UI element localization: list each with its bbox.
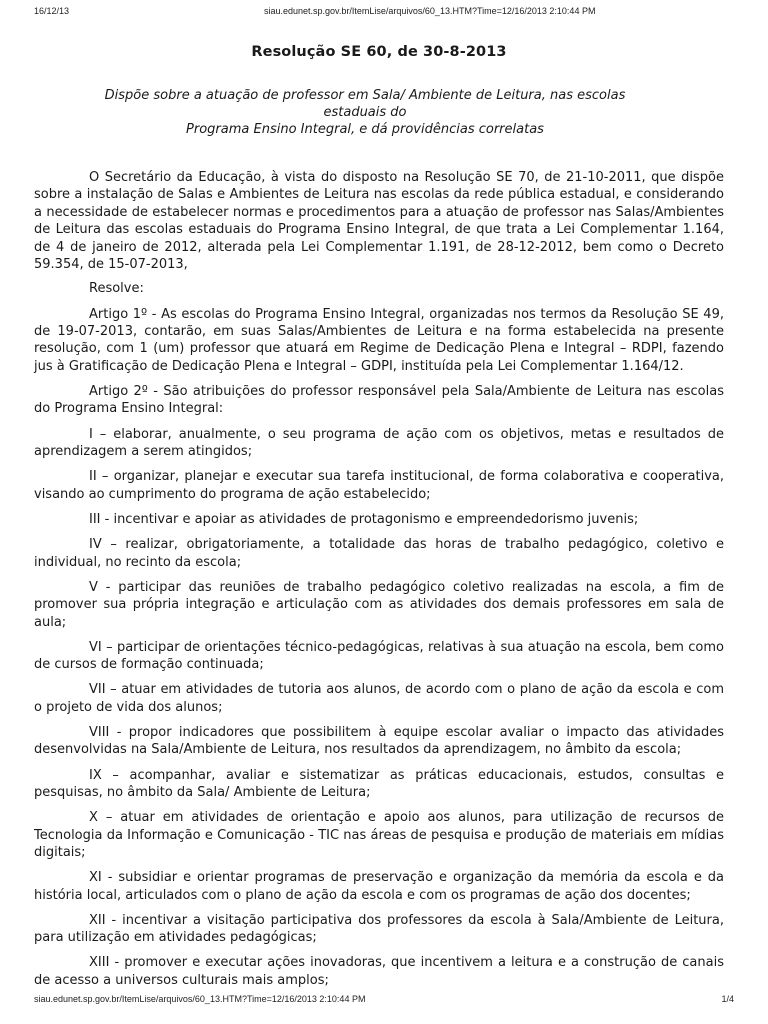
- page-number: 1/4: [721, 994, 734, 1004]
- clause-paragraph: XII - incentivar a visitação participativa dos professores da escola à Sala/Ambiente de Leitura, para utilização em atividades pedagógicas;: [34, 912, 724, 946]
- clause-paragraph: VI – participar de orientações técnico-pedagógicas, relativas à sua atuação na escola, bem como de cursos de formação continuada;: [34, 639, 724, 673]
- clause-paragraph: II – organizar, planejar e executar sua tarefa institucional, de forma colaborativa e cooperativa, visando ao cumprimento do programa de ação estabelecido;: [34, 469, 724, 502]
- print-footer-url: siau.edunet.sp.gov.br/ItemLise/arquivos/60_13.HTM?Time=12/16/2013 2:10:44 PM: [34, 994, 366, 1004]
- document-summary: [84, 87, 646, 138]
- print-header: [34, 6, 734, 20]
- document-body: [34, 169, 724, 989]
- document-title: Resolução SE 60, de 30-8-2013: [251, 44, 507, 60]
- article-1-paragraph: Artigo 1º - As escolas do Programa Ensino Integral, organizadas nos termos da Resolução SE 49, de 19-07-2013, contarão, em suas Salas/Ambientes de Leitura e na forma estabelecida na presente resolução, com 1 (um) professor que atuará em Regime de Dedicação Plena e Integral – RDPI, fazendo jus à Gratificação de Dedicação Plena e Integral – GDPI, instituída pela Lei Complementar 1.164/12.: [34, 306, 724, 374]
- clause-paragraph: VII – atuar em atividades de tutoria aos alunos, de acordo com o plano de ação da escola e com o projeto de vida dos alunos;: [34, 682, 724, 715]
- summary-line: Dispõe sobre a atuação de professor em Sala/ Ambiente de Leitura, nas escolas estaduais do: [104, 88, 626, 120]
- print-header-url: siau.edunet.sp.gov.br/ItemLise/arquivos/60_13.HTM?Time=12/16/2013 2:10:44 PM: [264, 6, 596, 16]
- clause-paragraph: III - incentivar e apoiar as atividades de protagonismo e empreendedorismo juvenis;: [89, 511, 639, 527]
- print-footer: [34, 994, 734, 1008]
- clause-paragraph: V - participar das reuniões de trabalho pedagógico coletivo realizadas na escola, a fim de promover sua própria integração e articulação com as atividades dos demais professores em sala de aula;: [34, 579, 724, 630]
- document: [34, 44, 724, 997]
- clause-paragraph: X – atuar em atividades de orientação e apoio aos alunos, para utilização de recursos de Tecnologia da Informação e Comunicação - TIC nas áreas de pesquisa e produção de materiais em mídias digitais;: [34, 810, 724, 860]
- clause-paragraph: XI - subsidiar e orientar programas de preservação e organização da memória da escola e da história local, articulados com o plano de ação da escola e com os programas de ação dos docentes;: [34, 870, 724, 903]
- clause-paragraph: VIII - propor indicadores que possibilitem à equipe escolar avaliar o impacto das atividades desenvolvidas na Sala/Ambiente de Leitura, nos resultados da aprendizagem, no âmbito da escola;: [34, 724, 724, 758]
- resolve-paragraph: Resolve:: [89, 281, 144, 297]
- clause-paragraph: IX – acompanhar, avaliar e sistematizar as práticas educacionais, estudos, consultas e pesquisas, no âmbito da Sala/ Ambiente de Leitura;: [34, 767, 724, 800]
- preamble-paragraph: O Secretário da Educação, à vista do disposto na Resolução SE 70, de 21-10-2011, que dispõe sobre a instalação de Salas e Ambientes de Leitura nas escolas da rede pública estadual, e considerando a necessidade de estabelecer normas e procedimentos para a atuação de professor nas Salas/Ambientes de Leitura das escolas estaduais do Programa Ensino Integral, de que trata a Lei Complementar 1.164, de 4 de janeiro de 2012, alterada pela Lei Complementar 1.191, de 28-12-2012, bem como o Decreto 59.354, de 15-07-2013,: [34, 170, 724, 273]
- summary-line: Programa Ensino Integral, e dá providências correlatas: [186, 122, 544, 137]
- print-date: 16/12/13: [34, 6, 70, 16]
- clause-paragraph: XIII - promover e executar ações inovadoras, que incentivem a leitura e a construção de canais de acesso a universos culturais mais amplos;: [34, 955, 724, 988]
- clause-paragraph: IV – realizar, obrigatoriamente, a totalidade das horas de trabalho pedagógico, coletivo e individual, no recinto da escola;: [34, 537, 724, 570]
- article-2-paragraph: Artigo 2º - São atribuições do professor responsável pela Sala/Ambiente de Leitura nas escolas do Programa Ensino Integral:: [34, 384, 724, 417]
- clause-paragraph: I – elaborar, anualmente, o seu programa de ação com os objetivos, metas e resultados de aprendizagem a serem atingidos;: [34, 426, 724, 460]
